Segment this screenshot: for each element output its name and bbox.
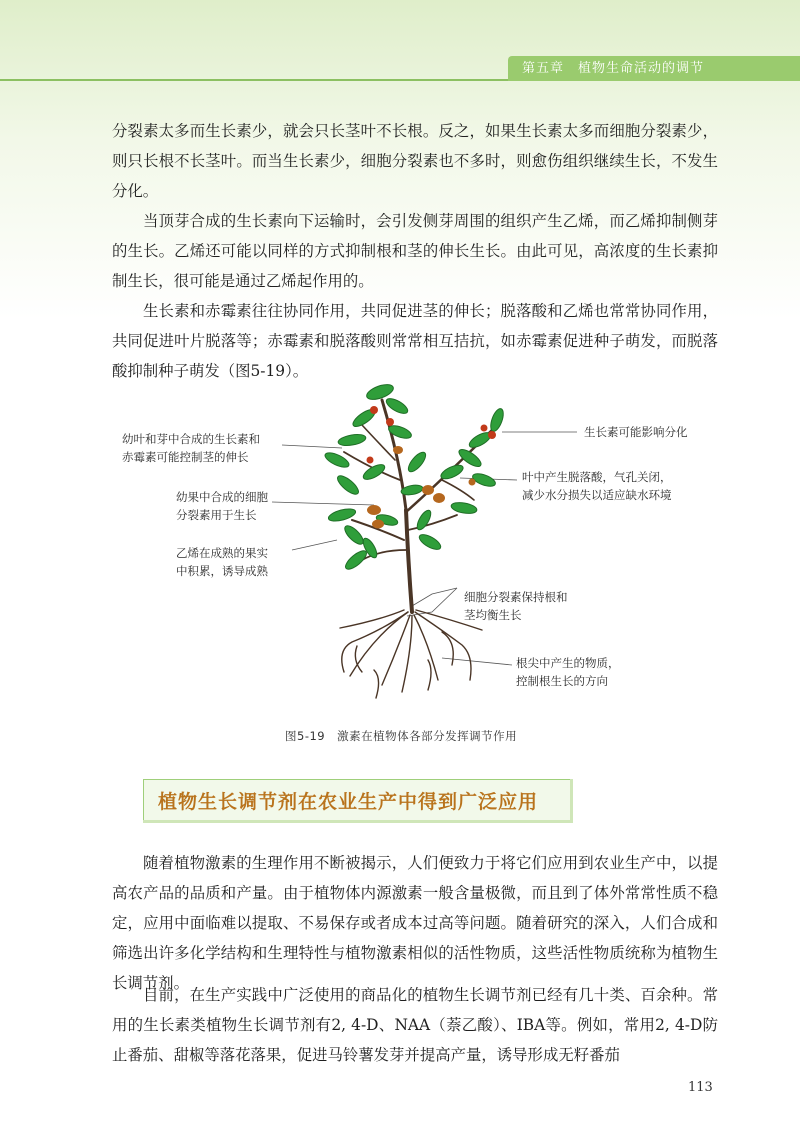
paragraph-5: 目前，在生产实践中广泛使用的商品化的植物生长调节剂已经有几十类、百余种。常用的生长素类植物生长调节剂有2, 4-D、NAA（萘乙酸）、IBA等。例如，常用2, 4-D防止番茄、甜椒等落花落果，促进马铃薯发芽并提高产量，诱导形成无籽番茄	[112, 986, 718, 1064]
annotation-cytokinin-balance: 细胞分裂素保持根和 茎均衡生长	[464, 590, 568, 622]
paragraph-4: 随着植物激素的生理作用不断被揭示，人们便致力于将它们应用到农业生产中，以提高农产品的品质和产量。由于植物体内源激素一般含量极微，而且到了体外常常性质不稳定，应用中面临难以提取、不易保存或者成本过高等问题。随着研究的深入，人们合成和筛选出许多化学结构和生理特性与植物激素相似的活性物质，这些活性物质统称为植物生长调节剂。	[112, 854, 718, 992]
page-number: 113	[688, 1080, 713, 1095]
leader-lines	[272, 432, 577, 665]
paragraph-1: 分裂素太多而生长素少，就会只长茎叶不长根。反之，如果生长素太多而细胞分裂素少，则只长根不长茎叶。而当生长素少，细胞分裂素也不多时，则愈伤组织继续生长，不发生分化。	[112, 122, 718, 200]
annotation-ethylene-ripening: 乙烯在成熟的果实 中积累，诱导成熟	[176, 546, 268, 578]
leaves	[323, 382, 506, 573]
plant-hormone-figure	[112, 380, 718, 710]
chapter-header: 第五章 植物生命活动的调节	[508, 56, 800, 81]
annotation-fruit-cytokinin: 幼果中合成的细胞 分裂素用于生长	[176, 490, 268, 522]
roots	[340, 610, 482, 698]
annotation-auxin-differentiation: 生长素可能影响分化	[584, 425, 688, 439]
annotation-abscisic-acid: 叶中产生脱落酸，气孔关闭， 减少水分损失以适应缺水环境	[522, 470, 672, 502]
paragraph-2: 当顶芽合成的生长素向下运输时，会引发侧芽周围的组织产生乙烯，而乙烯抑制侧芽的生长。乙烯还可能以同样的方式抑制根和茎的伸长生长。由此可见，高浓度的生长素抑制生长，很可能是通过乙烯起作用的。	[112, 212, 718, 290]
annotation-young-leaf-auxin: 幼叶和芽中合成的生长素和 赤霉素可能控制茎的伸长	[122, 432, 260, 464]
section-heading-box	[143, 779, 573, 823]
figure-caption: 图5-19 激素在植物体各部分发挥调节作用	[285, 729, 518, 743]
annotation-root-tip: 根尖中产生的物质， 控制根生长的方向	[516, 656, 620, 688]
section-title: 植物生长调节剂在农业生产中得到广泛应用	[158, 791, 539, 813]
paragraph-3: 生长素和赤霉素往往协同作用，共同促进茎的伸长；脱落酸和乙烯也常常协同作用，共同促进叶片脱落等；赤霉素和脱落酸则常常相互拮抗，如赤霉素促进种子萌发，而脱落酸抑制种子萌发（图5-19）。	[112, 302, 718, 380]
